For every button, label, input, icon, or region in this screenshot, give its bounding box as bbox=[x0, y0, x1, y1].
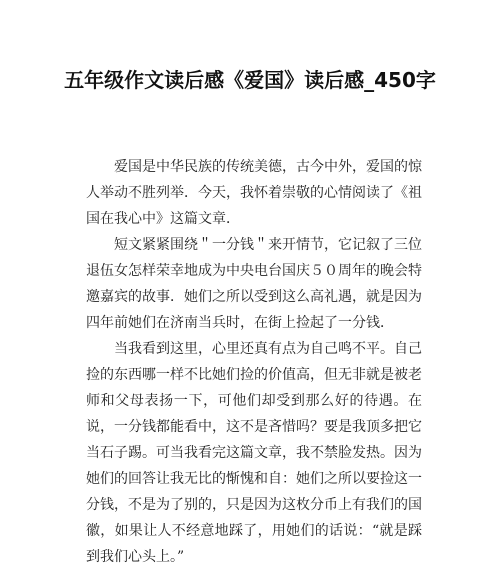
paragraph: 爱国是中华民族的传统美德，古今中外，爱国的惊人举动不胜列举．今天，我怀着崇敬的心情阅读了《祖国在我心中》这篇文章． bbox=[86, 159, 422, 227]
document-body bbox=[86, 154, 422, 570]
paragraph: 当我看到这里，心里还真有点为自己鸣不平。自己捡的东西哪一样不比她们捡的价值高，但无非就是被老师和父母表扬一下，可他们却受到那么好的待遇。在说，一分钱都能看中，这不是吝惜吗？要是我顶多把它当石子踢。可当我看完这篇文章，我不禁脸发热。因为她们的回答让我无比的惭愧和自：她们之所以要捡这一分钱，不是为了别的，只是因为这枚分币上有我们的国徽，如果让人不经意地踩了，用她们的话说：“就是踩到我们心头上。” bbox=[86, 341, 422, 565]
document-title: 五年级作文读后感《爱国》读后感_450字 bbox=[64, 68, 436, 92]
paragraph: 短文紧紧围绕＂一分钱＂来开情节，它记叙了三位退伍女怎样荣幸地成为中央电台国庆５０周年的晚会特邀嘉宾的故事．她们之所以受到这么高礼遇，就是因为四年前她们在济南当兵时，在街上捡起了一分钱． bbox=[86, 237, 422, 331]
